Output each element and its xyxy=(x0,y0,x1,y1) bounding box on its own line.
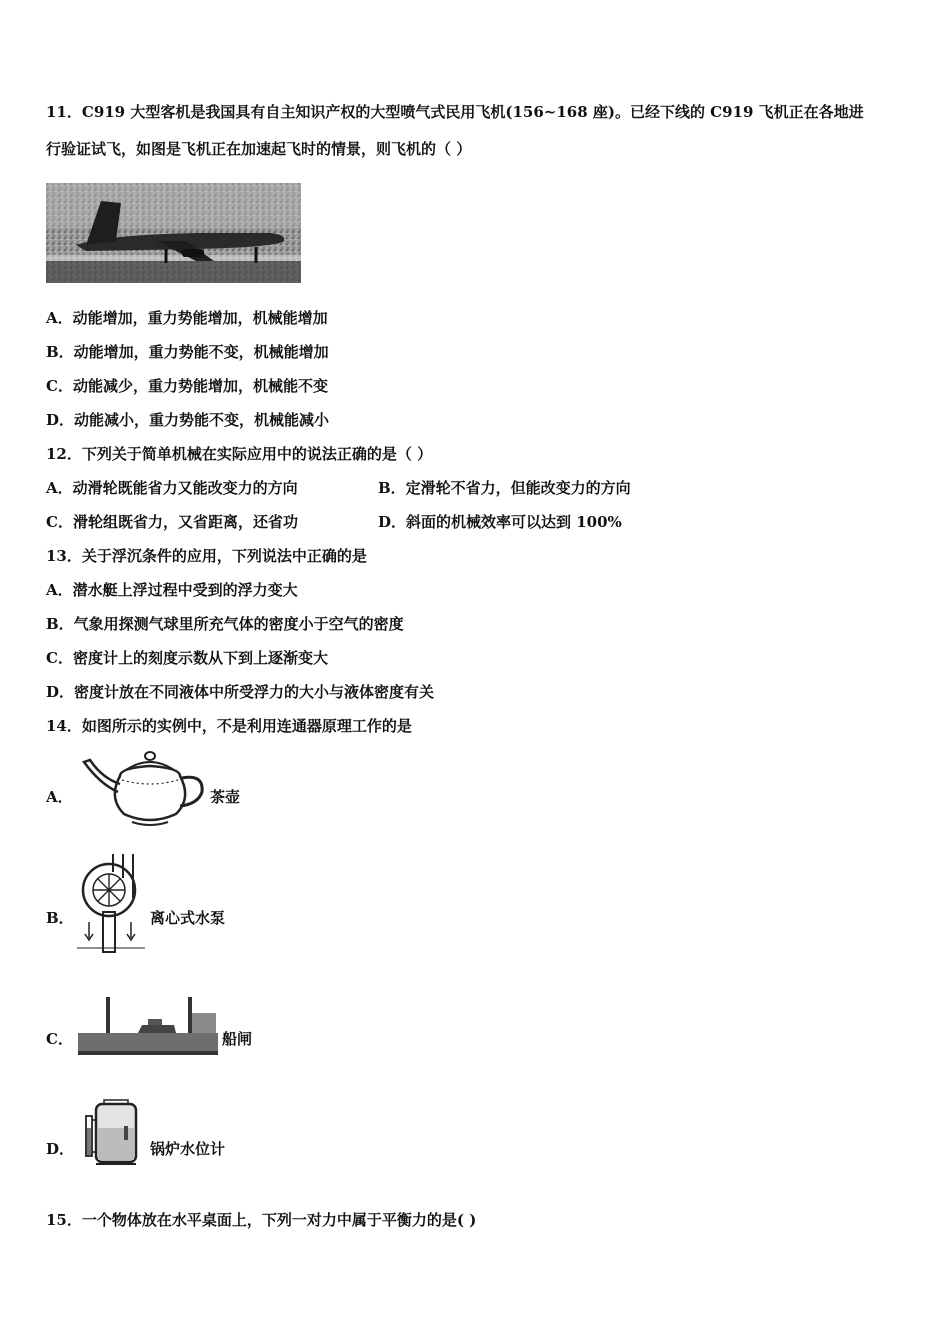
q11-stem-line2: 行验证试飞，如图是飞机正在加速起飞时的情景，则飞机的（ ） xyxy=(46,140,472,158)
q15-stem: 15．一个物体放在水平桌面上，下列一对力中属于平衡力的是( ) xyxy=(46,1211,477,1229)
q14-option-c-caption: 船闸 xyxy=(222,1030,253,1048)
q14-option-a-caption: 茶壶 xyxy=(210,788,241,806)
q14-option-b-caption: 离心式水泵 xyxy=(150,909,226,927)
q14-option-d-letter[interactable]: D． xyxy=(46,1140,75,1158)
teapot-icon xyxy=(80,748,210,828)
q13-stem: 13．关于浮沉条件的应用，下列说法中正确的是 xyxy=(46,547,367,565)
boiler-gauge-icon xyxy=(84,1098,148,1168)
q11-stem-line1: 11．C919 大型客机是我国具有自主知识产权的大型喷气式民用飞机(156~168 座)。已经下线的 C919 飞机正在各地进 xyxy=(46,103,864,121)
q11-option-b[interactable]: B．动能增加，重力势能不变，机械能增加 xyxy=(46,343,329,361)
q14-option-a-letter[interactable]: A． xyxy=(46,788,73,806)
q13-option-b[interactable]: B．气象用探测气球里所充气体的密度小于空气的密度 xyxy=(46,615,404,633)
centrifugal-pump-icon xyxy=(75,852,147,956)
airplane-takeoff-photo xyxy=(46,183,301,283)
q13-option-a[interactable]: A．潜水艇上浮过程中受到的浮力变大 xyxy=(46,581,298,599)
q11-option-d[interactable]: D．动能减小，重力势能不变，机械能减小 xyxy=(46,411,330,429)
q13-option-c[interactable]: C．密度计上的刻度示数从下到上逐渐变大 xyxy=(46,649,328,667)
q12-stem: 12．下列关于简单机械在实际应用中的说法正确的是（ ） xyxy=(46,445,433,463)
q12-option-c[interactable]: C．滑轮组既省力，又省距离，还省功 xyxy=(46,513,298,531)
q14-stem: 14．如图所示的实例中，不是利用连通器原理工作的是 xyxy=(46,717,412,735)
q12-option-a[interactable]: A．动滑轮既能省力又能改变力的方向 xyxy=(46,479,298,497)
q14-option-b-letter[interactable]: B． xyxy=(46,909,74,927)
q12-option-b[interactable]: B．定滑轮不省力，但能改变力的方向 xyxy=(378,479,631,497)
q11-option-a[interactable]: A．动能增加，重力势能增加，机械能增加 xyxy=(46,309,328,327)
q12-option-d[interactable]: D．斜面的机械效率可以达到 100% xyxy=(378,513,622,531)
ship-lock-icon xyxy=(78,995,218,1059)
q14-option-d-caption: 锅炉水位计 xyxy=(150,1140,226,1158)
q13-option-d[interactable]: D．密度计放在不同液体中所受浮力的大小与液体密度有关 xyxy=(46,683,435,701)
q14-option-c-letter[interactable]: C． xyxy=(46,1030,73,1048)
q11-option-c[interactable]: C．动能减少，重力势能增加，机械能不变 xyxy=(46,377,328,395)
